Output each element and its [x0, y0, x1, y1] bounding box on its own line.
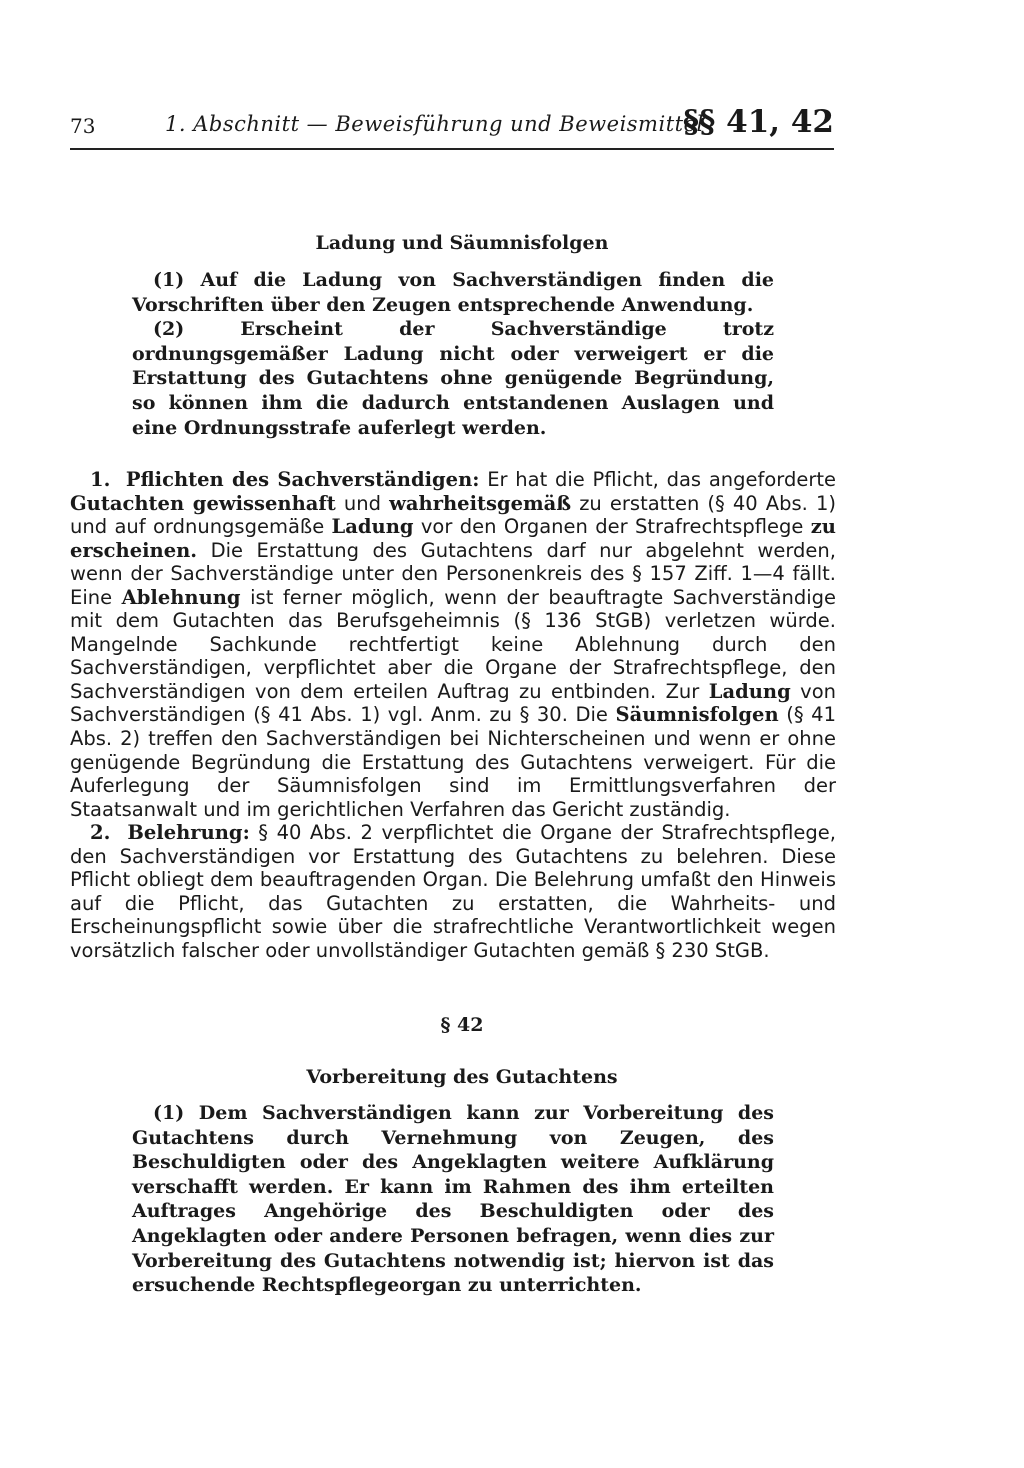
- section-41-title: Ladung und Säumnisfolgen: [315, 232, 609, 254]
- section-41-paragraph-1: (1) Auf die Ladung von Sachverständigen finden die Vorschriften über den Zeugen entsprechende Anwendung.: [132, 269, 774, 316]
- section-42-title: Vorbereitung des Gutachtens: [306, 1066, 618, 1088]
- section-references: §§ 41, 42: [682, 104, 834, 140]
- commentary-item-heading: Pflichten des Sachverständigen:: [125, 468, 480, 491]
- section-41-paragraph-2: (2) Erscheint der Sachverständige trotz ordnungsgemäßer Ladung nicht oder verweigert er die Erstattung des Gutachtens ohne genügende Begründung, so können ihm die dadurch entstandenen Auslagen und eine Ordnungsstrafe auferlegt werden.: [132, 318, 774, 439]
- commentary-item-2: 2. Belehrung: § 40 Abs. 2 verpflichtet die Organe der Strafrechtspflege, den Sachverständigen vor Erstattung des Gutachtens zu belehren. Diese Pflicht obliegt dem beauftragenden Organ. Die Belehrung umfaßt den Hinweis auf die Pflicht, das Gutachten zu erstatten, die Wahrheits- und Erscheinungspflicht sowie über die strafrechtliche Verantwortlichkeit wegen vorsätzlich falscher oder unvollständiger Gutachten gemäß § 230 StGB.: [70, 821, 836, 962]
- section-42-text: [132, 1101, 774, 1298]
- page-number: 73: [70, 114, 96, 138]
- page-header: [70, 104, 834, 150]
- commentary-item-number: 2.: [90, 821, 111, 845]
- section-41-text: [132, 268, 774, 440]
- commentary-item-heading: Belehrung:: [127, 821, 250, 845]
- section-42-paragraph-1: (1) Dem Sachverständigen kann zur Vorbereitung des Gutachtens durch Vernehmung von Zeugen, des Beschuldigten oder des Angeklagten weitere Aufklärung verschafft werden. Er kann im Rahmen des ihm erteilten Auftrages Angehörige des Beschuldigten oder des Angeklagten oder andere Personen befragen, wenn dies zur Vorbereitung des Gutachtens notwendig ist; hiervon ist das ersuchende Rechtspflegeorgan zu unterrichten.: [132, 1102, 774, 1297]
- commentary-item-1: 1. Pflichten des Sachverständigen: Er hat die Pflicht, das angeforderte Gutachten gewissenhaft und wahrheitsgemäß zu erstatten (§ 40 Abs. 1) und auf ordnungsgemäße Ladung vor den Organen der Strafrechtspflege zu erscheinen. Die Erstattung des Gutachtens darf nur abgelehnt werden, wenn der Sachverständige unter den Personenkreis des § 157 Ziff. 1—4 fällt. Eine Ablehnung ist ferner möglich, wenn der beauftragte Sachverständige mit dem Gutachten das Berufsgeheimnis (§ 136 StGB) verletzen würde. Mangelnde Sachkunde rechtfertigt keine Ablehnung durch den Sachverständigen, verpflichtet aber die Organe der Strafrechtspflege, den Sachverständigen von dem erteilen Auftrag zu entbinden. Zur Ladung von Sachverständigen (§ 41 Abs. 1) vgl. Anm. zu § 30. Die Säumnisfolgen (§ 41 Abs. 2) treffen den Sachverständigen bei Nichterscheinen und wenn er ohne genügende Begründung die Erstattung des Gutachtens verweigert. Für die Auferlegung der Säumnisfolgen sind im Ermittlungsverfahren der Staatsanwalt und im gerichtlichen Verfahren das Gericht zuständig.: [70, 468, 837, 821]
- commentary-item-number: 1.: [90, 468, 111, 491]
- running-title: 1. Abschnitt — Beweisführung und Beweismittel: [165, 112, 704, 136]
- section-42-number: § 42: [440, 1014, 484, 1036]
- commentary: [70, 468, 836, 962]
